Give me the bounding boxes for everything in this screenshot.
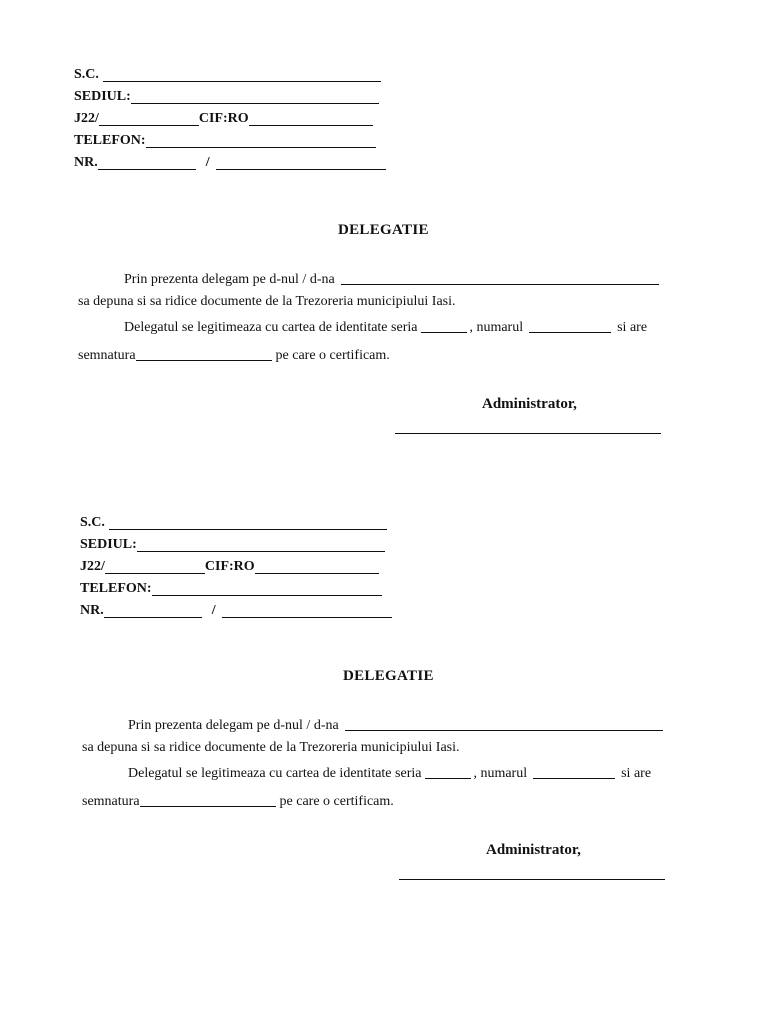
sc-field[interactable] <box>109 515 387 530</box>
telefon-row <box>74 130 734 152</box>
sediul-row <box>74 86 734 108</box>
delegate-intro-text: Prin prezenta delegam pe d-nul / d-na <box>128 718 339 733</box>
sc-row <box>74 64 734 86</box>
id-series-field[interactable] <box>421 318 467 333</box>
paragraph-line-2 <box>78 294 456 310</box>
id-card-text: Delegatul se legitimeaza cu cartea de identitate seria <box>128 766 422 781</box>
document-title: DELEGATIE <box>338 222 429 238</box>
administrator-label: Administrator, <box>482 396 577 412</box>
paragraph-line-3 <box>128 764 651 782</box>
j22-field[interactable] <box>105 559 205 574</box>
sediul-field[interactable] <box>137 537 385 552</box>
telefon-row <box>80 578 740 600</box>
signature-field[interactable] <box>140 792 276 807</box>
j22-cif-row <box>80 556 740 578</box>
j22-field[interactable] <box>99 111 199 126</box>
document-title: DELEGATIE <box>343 668 434 684</box>
cif-label: CIF:RO <box>204 559 255 574</box>
sc-row <box>80 512 740 534</box>
sediul-label: SEDIUL: <box>80 537 137 552</box>
paragraph-line-1 <box>124 270 661 288</box>
nr-row <box>80 600 740 622</box>
delegation-form-2 <box>80 512 740 622</box>
and-has-text: si are <box>621 766 652 781</box>
telefon-field[interactable] <box>146 133 376 148</box>
delegate-intro-text: Prin prezenta delegam pe d-nul / d-na <box>124 272 335 287</box>
id-series-field[interactable] <box>425 764 471 779</box>
certify-text: pe care o certificam. <box>275 348 390 363</box>
nr-field[interactable] <box>98 155 196 170</box>
purpose-text: sa depuna si sa ridice documente de la Trezoreria municipiului Iasi. <box>82 740 460 755</box>
cif-field[interactable] <box>249 111 373 126</box>
id-number-field[interactable] <box>529 318 611 333</box>
cif-field[interactable] <box>255 559 379 574</box>
delegate-name-field[interactable] <box>345 716 663 731</box>
nr-date-field[interactable] <box>216 155 386 170</box>
purpose-text: sa depuna si sa ridice documente de la Trezoreria municipiului Iasi. <box>78 294 456 309</box>
nr-separator: / <box>211 603 216 618</box>
j22-label: J22/ <box>74 111 99 126</box>
sc-label: S.C. <box>74 67 99 82</box>
paragraph-line-4 <box>82 792 394 810</box>
number-label: , numarul <box>473 766 528 781</box>
telefon-label: TELEFON: <box>74 133 146 148</box>
j22-label: J22/ <box>80 559 105 574</box>
paragraph-line-4 <box>78 346 390 364</box>
id-number-field[interactable] <box>533 764 615 779</box>
nr-label: NR. <box>80 603 104 618</box>
signature-field[interactable] <box>136 346 272 361</box>
paragraph-line-1 <box>128 716 665 734</box>
sc-field[interactable] <box>103 67 381 82</box>
telefon-label: TELEFON: <box>80 581 152 596</box>
and-has-text: si are <box>617 320 648 335</box>
nr-field[interactable] <box>104 603 202 618</box>
sediul-label: SEDIUL: <box>74 89 131 104</box>
nr-label: NR. <box>74 155 98 170</box>
number-label: , numarul <box>469 320 524 335</box>
sediul-row <box>80 534 740 556</box>
id-card-text: Delegatul se legitimeaza cu cartea de identitate seria <box>124 320 418 335</box>
sediul-field[interactable] <box>131 89 379 104</box>
certify-text: pe care o certificam. <box>279 794 394 809</box>
administrator-signature-line[interactable] <box>395 432 661 434</box>
paragraph-line-2 <box>82 740 460 756</box>
cif-label: CIF:RO <box>198 111 249 126</box>
paragraph-line-3 <box>124 318 647 336</box>
signature-label: semnatura <box>82 794 140 809</box>
sc-label: S.C. <box>80 515 105 530</box>
nr-date-field[interactable] <box>222 603 392 618</box>
j22-cif-row <box>74 108 734 130</box>
delegate-name-field[interactable] <box>341 270 659 285</box>
nr-row <box>74 152 734 174</box>
administrator-signature-line[interactable] <box>399 878 665 880</box>
nr-separator: / <box>205 155 210 170</box>
signature-label: semnatura <box>78 348 136 363</box>
administrator-label: Administrator, <box>486 842 581 858</box>
delegation-form-1 <box>74 64 734 174</box>
telefon-field[interactable] <box>152 581 382 596</box>
